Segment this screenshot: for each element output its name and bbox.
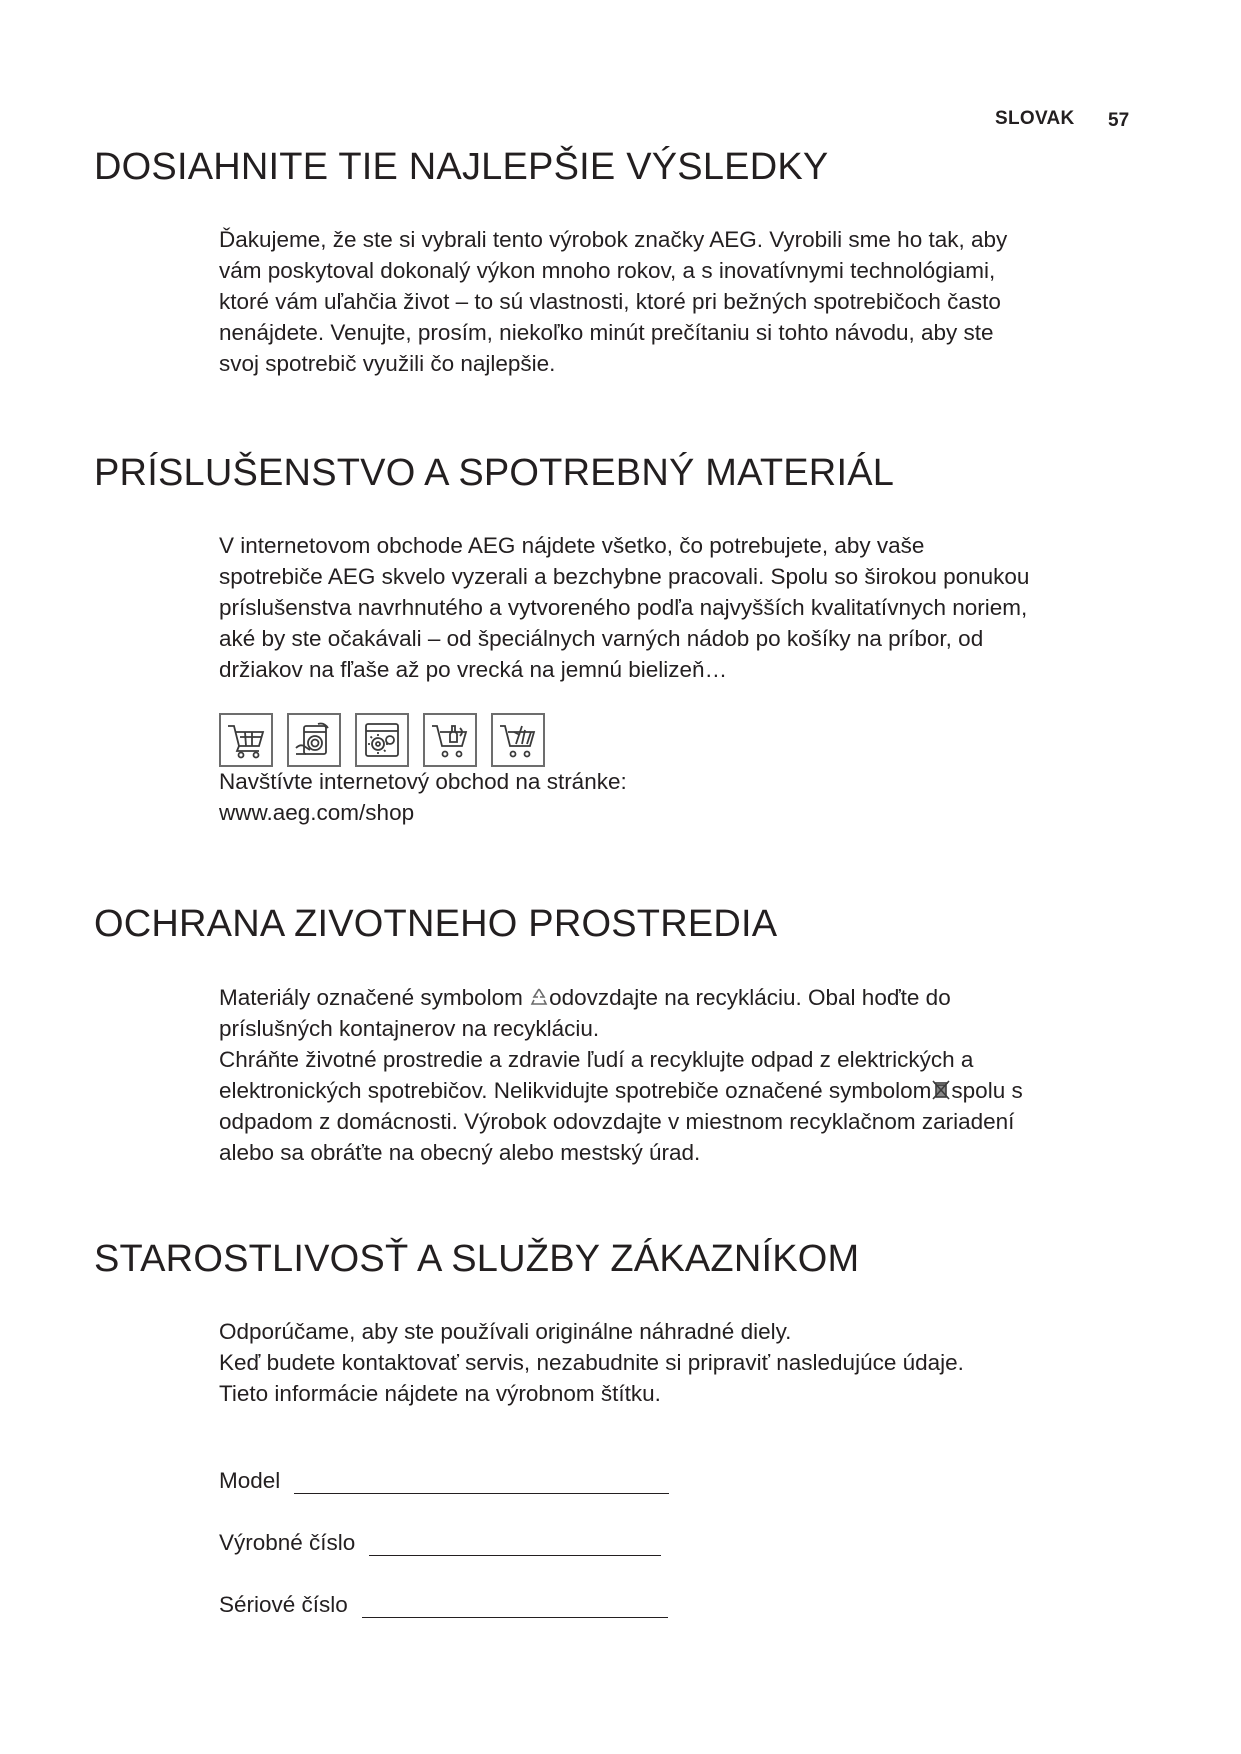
text-line: spotrebiče AEG skvelo vyzerali a bezchybne pracovali. Spolu so širokou ponukou (219, 564, 1030, 589)
product-number-field[interactable] (369, 1535, 661, 1556)
text-line: Materiály označené symbolom odovzdajte na recykláciu. Obal hoďte do (219, 985, 951, 1010)
shopping-cart-icon (219, 713, 273, 767)
model-field-row (219, 1468, 669, 1494)
section-text-accessories (219, 530, 1139, 685)
text-line: nenájdete. Venujte, prosím, niekoľko minút prečítaniu si tohto návodu, aby ste (219, 320, 994, 345)
section-text-customer-care (219, 1316, 1139, 1409)
text-line: Odporúčame, aby ste používali originálne náhradné diely. (219, 1319, 792, 1344)
text-line: príslušných kontajnerov na recykláciu. (219, 1016, 600, 1041)
text-line: V internetovom obchode AEG nájdete všetko, čo potrebujete, aby vaše (219, 533, 925, 558)
text-line: príslušenstva navrhnutého a vytvoreného podľa najvyšších kvalitatívnych noriem, (219, 595, 1028, 620)
text-line: aké by ste očakávali – od špeciálnych varných nádob po košíky na príbor, od (219, 626, 984, 651)
cart-bottle-icon (423, 713, 477, 767)
section-text-best-results (219, 224, 1139, 379)
serial-number-label: Sériové číslo (219, 1592, 348, 1617)
text-line: držiakov na fľaše až po vrecká na jemnú bielizeň… (219, 657, 728, 682)
text-line: Tieto informácie nájdete na výrobnom štítku. (219, 1381, 661, 1406)
crossed-bin-icon (931, 1079, 951, 1101)
washing-machine-hand-icon (287, 713, 341, 767)
text-line: Ďakujeme, že ste si vybrali tento výrobok značky AEG. Vyrobili sme ho tak, aby (219, 227, 1008, 252)
text-line: ktoré vám uľahčia život – to sú vlastnosti, ktoré pri bežných spotrebičoch často (219, 289, 1001, 314)
shop-icons-row (219, 713, 545, 767)
text-line: alebo sa obráťte na obecný alebo mestský úrad. (219, 1140, 701, 1165)
section-title-best-results: DOSIAHNITE TIE NAJLEPŠIE VÝSLEDKY (94, 146, 829, 188)
section-title-accessories: PRÍSLUŠENSTVO A SPOTREBNÝ MATERIÁL (94, 452, 895, 494)
text-line: svoj spotrebič využili čo najlepšie. (219, 351, 556, 376)
language-label: SLOVAK (995, 108, 1075, 129)
shop-visit-text (219, 766, 1139, 828)
page-number: 57 (1108, 110, 1130, 131)
section-title-customer-care: STAROSTLIVOSŤ A SLUŽBY ZÁKAZNÍKOM (94, 1238, 860, 1280)
section-title-environment: OCHRANA ZIVOTNEHO PROSTREDIA (94, 903, 778, 945)
recycle-icon (529, 986, 549, 1008)
serial-number-field[interactable] (362, 1597, 668, 1618)
cart-tools-icon (491, 713, 545, 767)
text-line: elektronických spotrebičov. Nelikvidujte spotrebiče označené symbolom spolu s (219, 1078, 1023, 1103)
serial-number-field-row (219, 1592, 668, 1618)
text-line: odpadom z domácnosti. Výrobok odovzdajte v miestnom recyklačnom zariadení (219, 1109, 1015, 1134)
section-text-environment (219, 982, 1139, 1168)
text-line: Keď budete kontaktovať servis, nezabudnite si pripraviť nasledujúce údaje. (219, 1350, 964, 1375)
model-field[interactable] (294, 1473, 669, 1494)
model-label: Model (219, 1468, 281, 1493)
text-line: Navštívte internetový obchod na stránke: (219, 769, 627, 794)
text-line: vám poskytoval dokonalý výkon mnoho rokov, a s inovatívnymi technológiami, (219, 258, 996, 283)
shop-url: www.aeg.com/shop (219, 800, 415, 825)
product-number-label: Výrobné číslo (219, 1530, 356, 1555)
text-line: Chráňte životné prostredie a zdravie ľudí a recyklujte odpad z elektrických a (219, 1047, 974, 1072)
appliance-gear-icon (355, 713, 409, 767)
product-number-field-row (219, 1530, 661, 1556)
